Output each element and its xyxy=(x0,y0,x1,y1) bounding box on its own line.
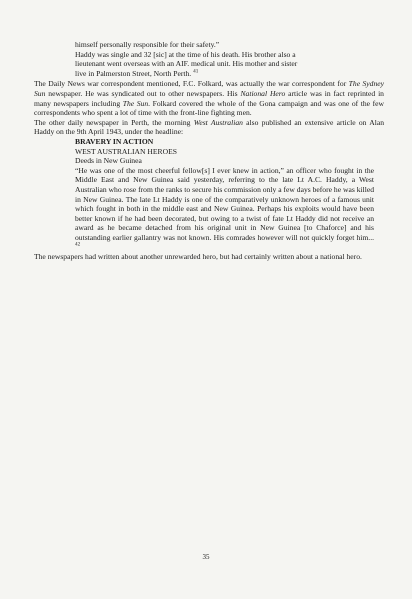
westaus-text-1: The other daily newspaper in Perth, the morning xyxy=(34,117,194,127)
folkard-text-7: . Folkard covered the whole of the Gona campaign and was one of the few correspondents who spent a lot of time with the front-line fighting men. xyxy=(34,98,384,118)
closing-paragraph: The newspapers had written about another unrewarded hero, but had certainly written about a national hero. xyxy=(34,252,362,262)
sydney-sun-title: The Sydney Sun xyxy=(34,79,384,98)
page-body xyxy=(34,40,384,262)
family-line-1: Haddy was single and 32 [sic] at the time of his death. His brother also a xyxy=(75,49,296,59)
article-body xyxy=(75,166,374,252)
article-dateline: Deeds in New Guinea xyxy=(75,156,142,166)
the-sun-title: The Sun xyxy=(122,98,149,108)
family-line-2: lieutenant went overseas with an AIF. medical unit. His mother and sister xyxy=(75,59,298,69)
page-number: 35 xyxy=(202,553,210,561)
west-australian-title: West Australian xyxy=(193,117,243,127)
haddy-family-paragraph xyxy=(75,50,384,79)
newspaper-quote xyxy=(75,137,374,252)
folkard-text-5: article was in fact reprinted in many newspapers including xyxy=(34,88,384,108)
footnote-ref-42: 42 xyxy=(75,241,81,248)
family-line-3: live in Palmerston Street, North Perth. xyxy=(75,68,192,78)
folkard-text-3: newspaper. He was syndicated out to other newspapers. His xyxy=(45,88,241,98)
national-hero-title: National Hero xyxy=(240,88,286,98)
west-australian-paragraph xyxy=(34,118,384,137)
article-headline: BRAVERY IN ACTION xyxy=(75,136,154,146)
westaus-text-3: also published an extensive article on Alan Haddy on the 9th April 1943, under the headline: xyxy=(34,117,384,137)
article-body-text: “He was one of the most cheerful fellow[s] I ever knew in action,” an officer who fought in the Middle East and New Guinea said yesterday, referring to the late Lt A.C. Haddy, a West Australian who rose from the ranks to secure his commission only a few days before he was killed in New Guinea. The late Lt Haddy is one of the comparatively unknown heroes of a famous unit which fought in both in the middle east and New Guinea. Perhaps his exploits would have been better known if he had been decorated, but owing to a twist of fate Lt Haddy did not receive an award as he became detached from his original unit in New Guinea [to Chaforce] and his outstanding earlier gallantry was not known. His comrades however will not quickly forget him... xyxy=(75,165,374,242)
quote-continuation: himself personally responsible for their safety.” xyxy=(75,40,220,49)
folkard-paragraph xyxy=(34,79,384,117)
footnote-ref-41: 41 xyxy=(193,68,199,75)
article-subheading: WEST AUSTRALIAN HEROES xyxy=(75,146,177,156)
folkard-text-1: The Daily News war correspondent mentioned, F.C. Folkard, was actually the war correspondent for xyxy=(34,79,349,89)
